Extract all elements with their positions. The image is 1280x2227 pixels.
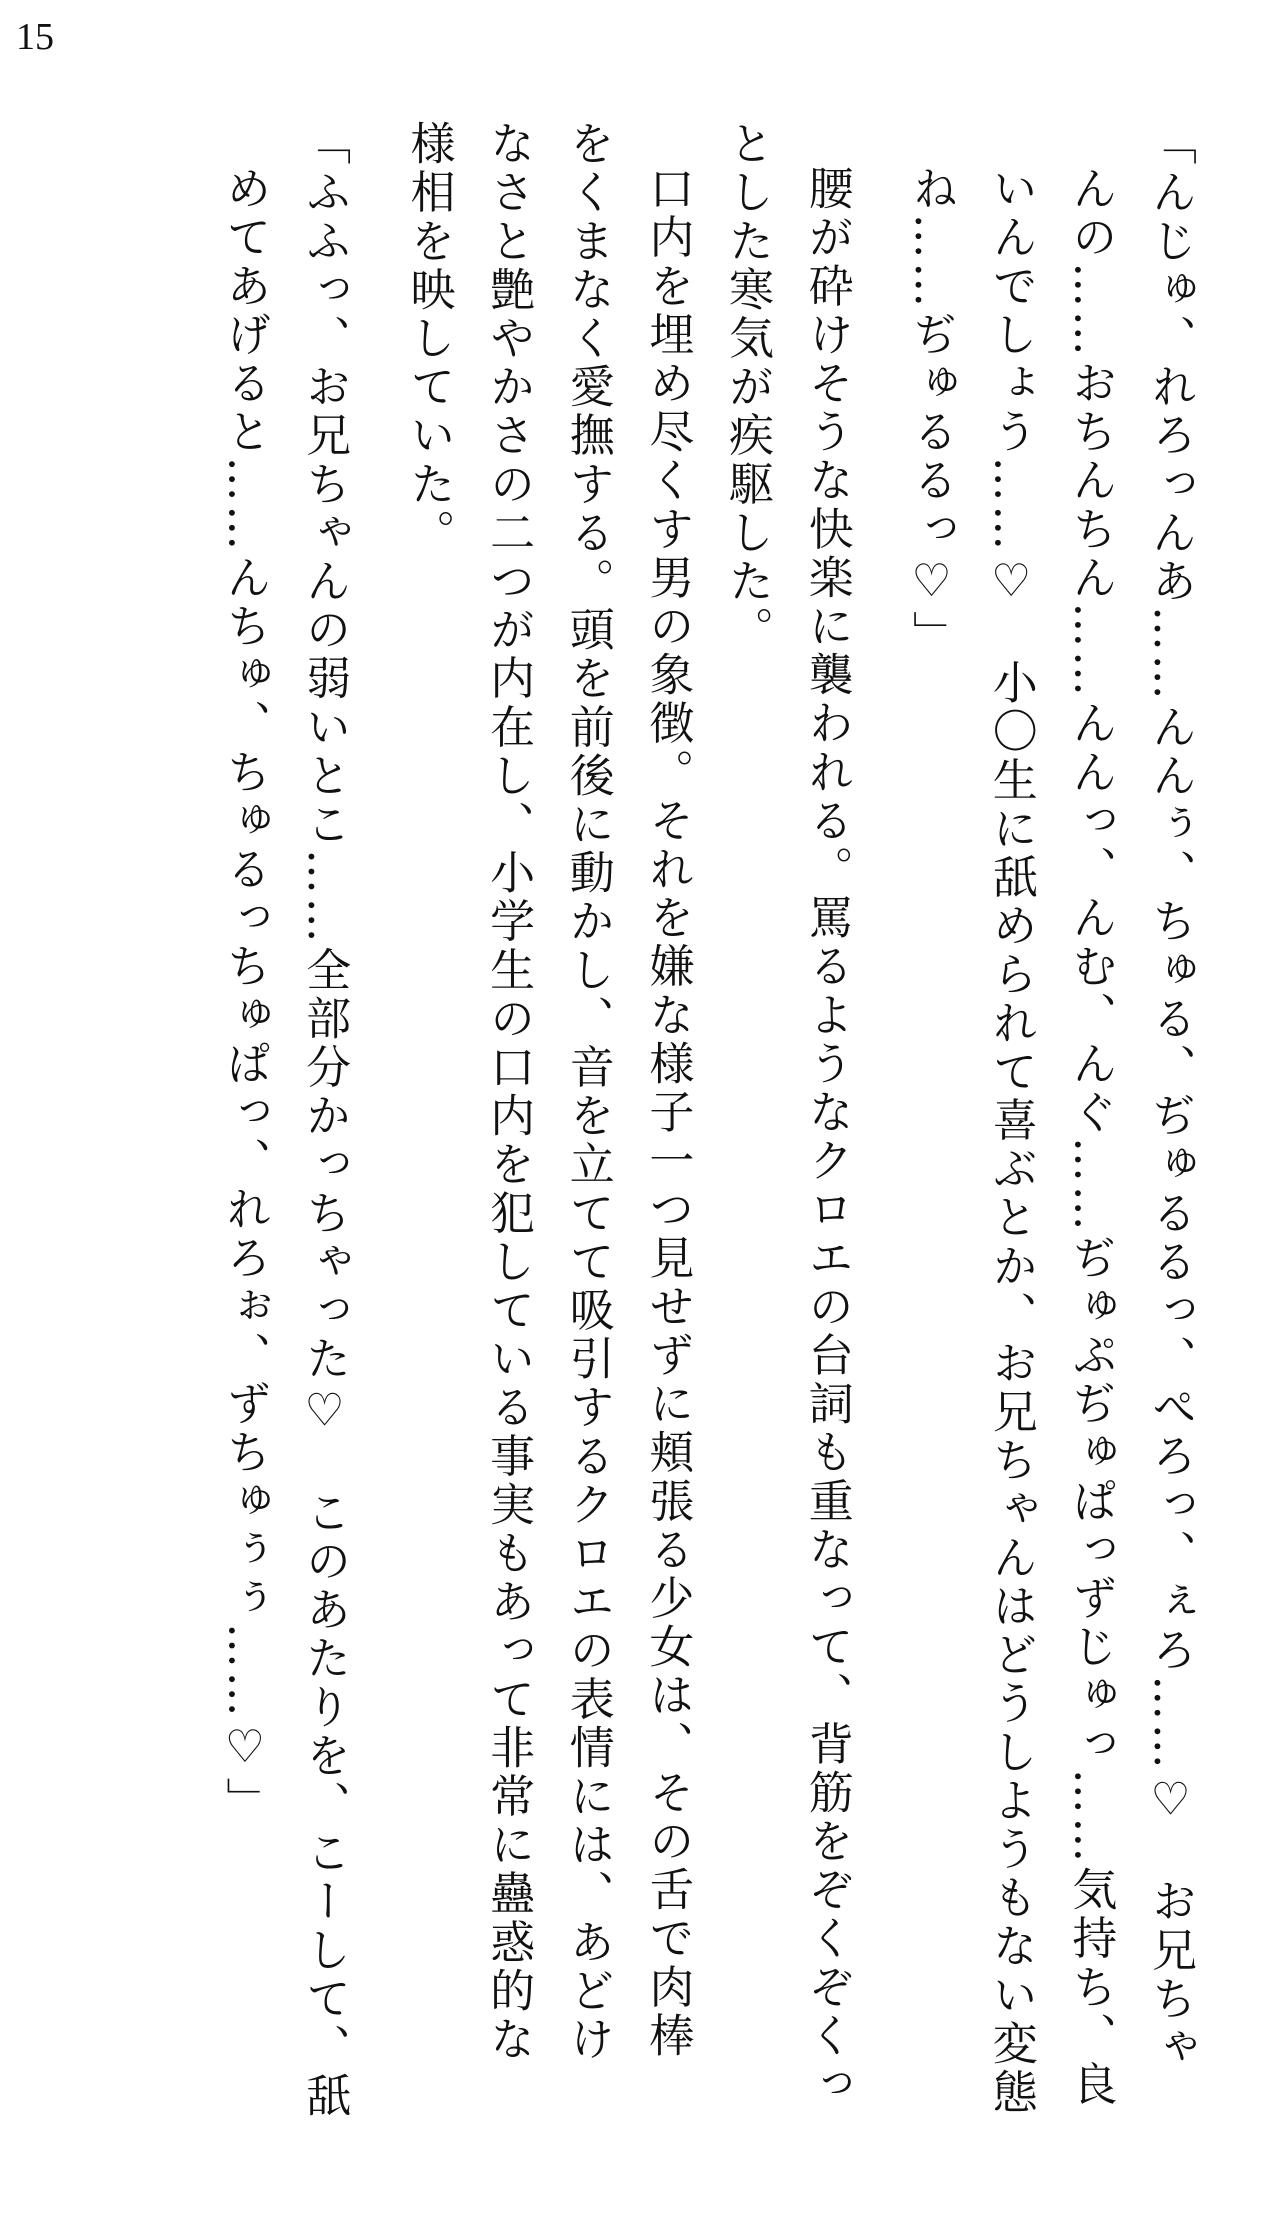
text-column: いんでしょう……♡ 小〇生に舐められて喜ぶとか、お兄ちゃんはどうしようもない変態 [984,165,1038,2117]
text-column: 腰が砕けそうな快楽に襲われる。罵るようなクロエの台詞も重なって、背筋をぞくぞくっ [800,165,854,2109]
text-column: なさと艶やかさの二つが内在し、小学生の口内を犯している事実もあって非常に蠱惑的な [482,120,536,2064]
text-column: とした寒気が疾駆した。 [721,120,775,655]
text-column: ね……ぢゅるるっ♡」 [905,165,959,659]
text-column: 「んじゅ、れろっんあ……んんぅ、ちゅる、ぢゅるるっ、ぺろっ、ぇろ……♡ お兄ちゃ [1144,120,1197,2072]
text-column: 口内を埋め尽くす男の象徴。それを嫌な様子一つ見せずに頬張る少女は、その舌で肉棒 [641,165,695,2061]
paragraph-gap [364,120,389,2180]
page-number: 15 [16,16,54,58]
text-column: をくまなく愛撫する。頭を前後に動かし、音を立てて吸引するクロエの表情には、あどけ [561,120,615,2064]
paragraph-gap [867,120,892,2180]
text-column: んの……おちんちん……んんっ、んむ、んぐ……ぢゅぷぢゅぱっずじゅっ……気持ち、良 [1064,165,1118,2109]
text-column: 様相を映していた。 [402,120,456,558]
text-column: めてあげると……んちゅ、ちゅるっちゅぱっ、れろぉ、ずちゅぅぅ……♡」 [218,165,272,1826]
vertical-text-body [80,120,1210,2180]
text-column: 「ふふっ、お兄ちゃんの弱いとこ……全部分かっちゃった♡ このあたりを、こーして、舐 [298,120,352,2121]
